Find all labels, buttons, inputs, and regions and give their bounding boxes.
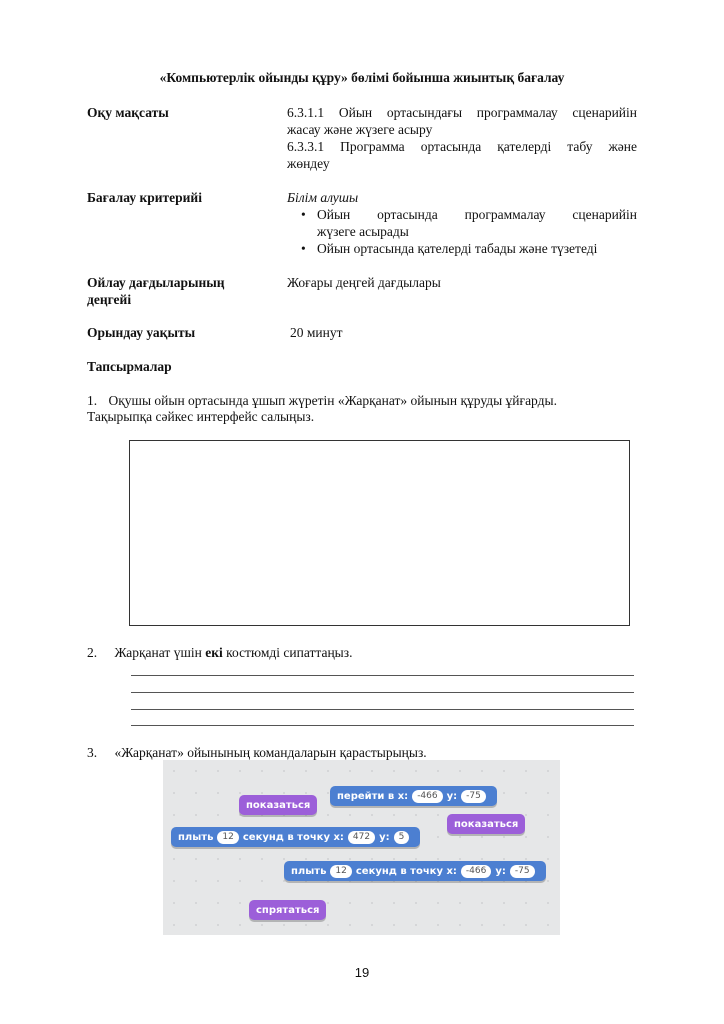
- task-1: [87, 392, 557, 409]
- answer-line[interactable]: [131, 725, 634, 726]
- page-title: «Компьютерлік ойынды құру» бөлімі бойынша жиынтық бағалау: [159, 70, 565, 85]
- criteria-bullet-2: [287, 240, 637, 257]
- thinking-label-line-2: деңгейі: [87, 292, 132, 307]
- time-label: Орындау уақыты: [87, 325, 196, 340]
- time-value: 20 минут: [290, 325, 343, 340]
- task-3-number: 3.: [87, 745, 98, 760]
- objective-line-3: 6.3.3.1 Программа ортасында қателерді табу және: [287, 139, 637, 154]
- task-1-line-1: Оқушы ойын ортасында ұшып жүретін «Жарқанат» ойынын құруды ұйғарды.: [108, 393, 557, 408]
- task-2-text-before: Жарқанат үшін: [114, 645, 202, 660]
- task-3: [87, 745, 427, 761]
- answer-line[interactable]: [131, 692, 634, 693]
- criteria-bullet-1-line-2: жүзеге асырады: [317, 224, 409, 239]
- glide-1-x-input[interactable]: 472: [348, 831, 375, 844]
- glide-block-2[interactable]: [284, 861, 546, 881]
- glide-1-label-2: секунд в точку x:: [242, 831, 344, 843]
- scratch-script-area: [163, 760, 560, 935]
- glide-2-secs-input[interactable]: 12: [330, 865, 351, 878]
- glide-2-label: плыть: [291, 865, 327, 877]
- glide-2-y-label: y:: [495, 865, 506, 877]
- task-2-number: 2.: [87, 645, 98, 660]
- task-2: [87, 645, 352, 661]
- task-1-number: 1.: [87, 393, 98, 408]
- task-3-text: «Жарқанат» ойынының командаларын қарастырыңыз.: [114, 745, 427, 760]
- objective-line-1: 6.3.1.1 Ойын ортасындағы программалау сценарийін: [287, 105, 637, 120]
- objective-line-2: жасау және жүзеге асыру: [287, 122, 433, 137]
- objective-line-4: жөндеу: [287, 156, 330, 171]
- criteria-intro: Білім алушы: [287, 190, 359, 205]
- glide-1-label: плыть: [178, 831, 214, 843]
- glide-2-y-input[interactable]: -75: [510, 865, 535, 878]
- glide-1-y-label: y:: [379, 831, 390, 843]
- glide-1-secs-input[interactable]: 12: [217, 831, 238, 844]
- answer-line[interactable]: [131, 675, 634, 676]
- drawing-area[interactable]: [129, 440, 630, 626]
- criteria-bullet-1: [287, 206, 637, 240]
- task-2-bold: екі: [205, 645, 223, 660]
- objective-label: Оқу мақсаты: [87, 105, 169, 120]
- glide-block-1[interactable]: [171, 827, 420, 847]
- answer-line[interactable]: [131, 709, 634, 710]
- goto-label: перейти в x:: [337, 790, 409, 802]
- glide-1-y-input[interactable]: 5: [394, 831, 410, 844]
- tasks-heading: Тапсырмалар: [87, 359, 172, 374]
- criteria-value: [287, 189, 637, 257]
- criteria-label: Бағалау критерийі: [87, 190, 202, 205]
- thinking-label-line-1: Ойлау дағдыларының: [87, 275, 225, 290]
- goto-block[interactable]: [330, 786, 497, 806]
- thinking-label: [87, 274, 225, 308]
- show-block-1-label: показаться: [246, 799, 311, 811]
- criteria-bullet-1-line-1: Ойын ортасында программалау сценарийін: [317, 207, 637, 222]
- goto-y-input[interactable]: -75: [461, 790, 486, 803]
- goto-y-label: y:: [446, 790, 458, 802]
- objective-value: [287, 104, 637, 172]
- show-block-2-label: показаться: [454, 818, 519, 830]
- goto-x-input[interactable]: -466: [412, 790, 442, 803]
- glide-2-label-2: секунд в точку x:: [355, 865, 457, 877]
- hide-block-label: спрятаться: [256, 904, 320, 916]
- thinking-value: Жоғары деңгей дағдылары: [287, 275, 441, 290]
- task-1-line-2: Тақырыпқа сәйкес интерфейс салыңыз.: [87, 409, 315, 424]
- bullet-icon: •: [301, 241, 306, 256]
- show-block-1[interactable]: [239, 795, 317, 815]
- page-number: 19: [354, 965, 370, 980]
- hide-block[interactable]: [249, 900, 326, 920]
- show-block-2[interactable]: [447, 814, 525, 834]
- criteria-bullet-2-text: Ойын ортасында қателерді табады және түзетеді: [317, 241, 598, 256]
- bullet-icon: •: [301, 207, 306, 222]
- glide-2-x-input[interactable]: -466: [461, 865, 491, 878]
- task-2-text-after: костюмді сипаттаңыз.: [226, 645, 353, 660]
